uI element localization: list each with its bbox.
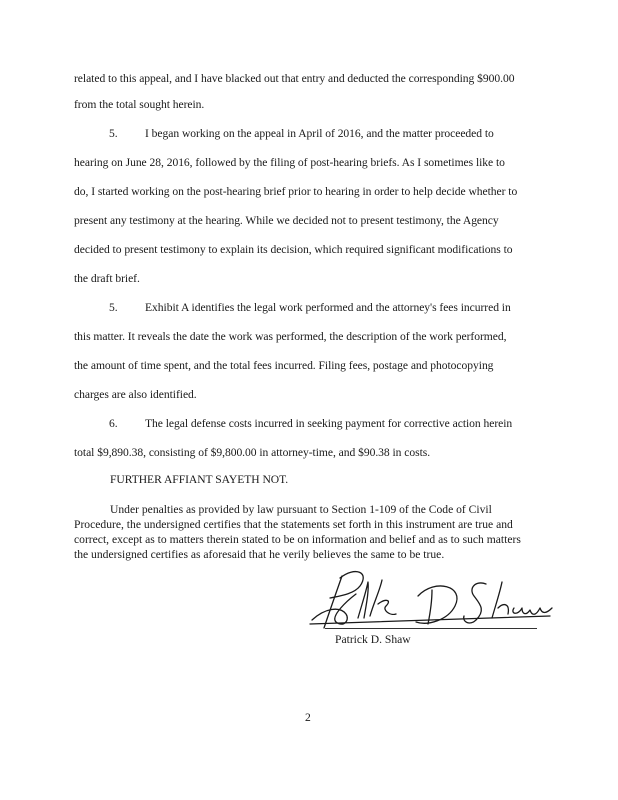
signer-name: Patrick D. Shaw [335,633,411,646]
affiant-closing: FURTHER AFFIANT SAYETH NOT. [110,473,289,486]
handwritten-signature [300,558,570,638]
body-line: decided to present testimony to explain its decision, which required significant modifications to [74,243,513,256]
body-line: total $9,890.38, consisting of $9,800.00 in attorney-time, and $90.38 in costs. [74,446,431,459]
body-line: related to this appeal, and I have blacked out that entry and deducted the corresponding $900.00 [74,72,515,85]
body-text: Exhibit A identifies the legal work performed and the attorney's fees incurred in [145,301,511,314]
certification-line: the undersigned certifies as aforesaid that he verily believes the same to be true. [74,548,445,561]
certification-line: correct, except as to matters therein stated to be on information and belief and as to such matters [74,533,521,546]
paragraph-line [74,417,512,430]
body-line: from the total sought herein. [74,98,205,111]
certification-line: Procedure, the undersigned certifies that the statements set forth in this instrument are true and [74,518,513,531]
page-number: 2 [305,711,311,724]
body-line: this matter. It reveals the date the work was performed, the description of the work performed, [74,330,507,343]
signature-line [325,628,537,629]
body-line: do, I started working on the post-hearing brief prior to hearing in order to help decide whether to [74,185,518,198]
body-line: charges are also identified. [74,388,197,401]
paragraph-line [74,301,511,314]
paragraph-line [74,127,494,140]
certification-line: Under penalties as provided by law pursuant to Section 1-109 of the Code of Civil [110,503,492,516]
paragraph-number: 6. [109,417,118,430]
paragraph-number: 5. [109,127,118,140]
body-line: present any testimony at the hearing. While we decided not to present testimony, the Agency [74,214,499,227]
body-line: the amount of time spent, and the total fees incurred. Filing fees, postage and photocopying [74,359,494,372]
body-line: the draft brief. [74,272,140,285]
paragraph-number: 5. [109,301,118,314]
body-text: I began working on the appeal in April of 2016, and the matter proceeded to [145,127,494,140]
body-text: The legal defense costs incurred in seeking payment for corrective action herein [145,417,513,430]
body-line: hearing on June 28, 2016, followed by the filing of post-hearing briefs. As I sometimes like to [74,156,505,169]
